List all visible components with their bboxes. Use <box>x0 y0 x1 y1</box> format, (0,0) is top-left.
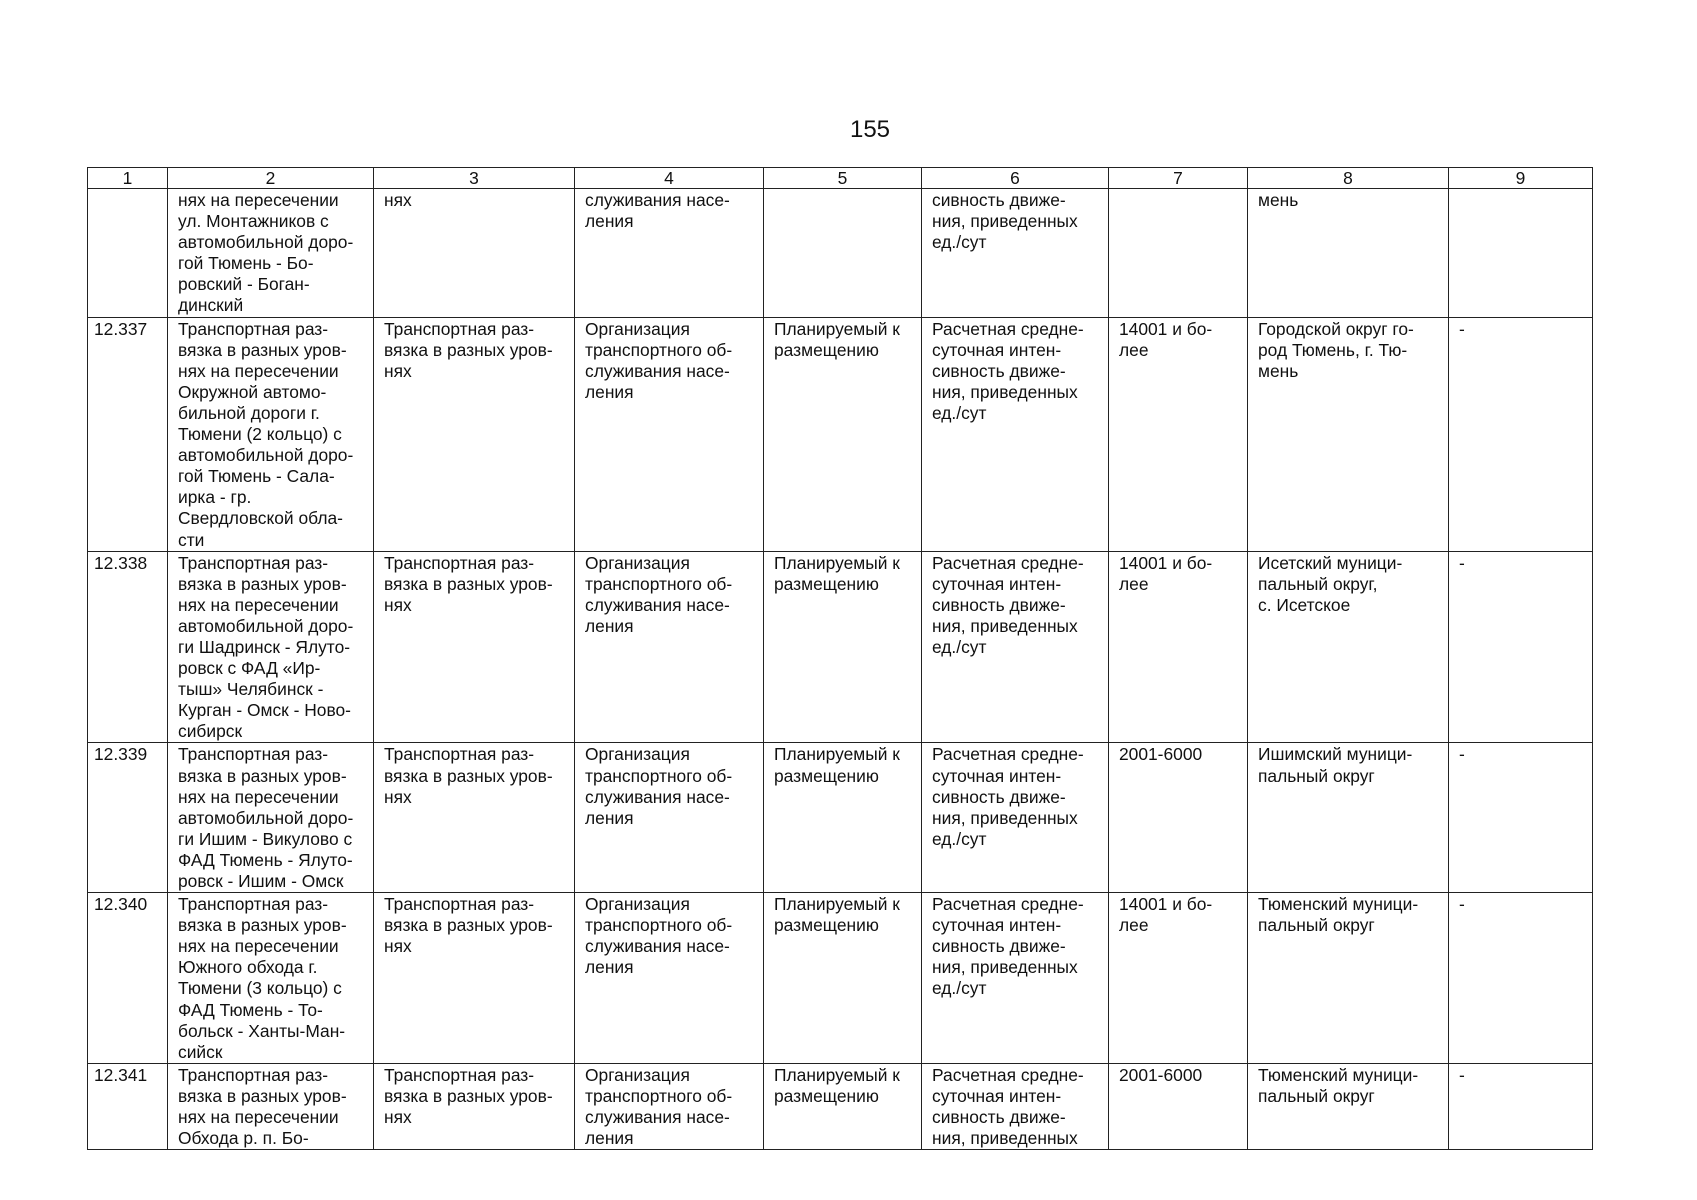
status-cell: Планируемый к размещению <box>764 893 922 1064</box>
zone-cell <box>1449 189 1593 318</box>
status-cell: Планируемый к размещению <box>764 743 922 893</box>
value-cell: 2001-6000 <box>1109 743 1248 893</box>
zone-cell: - <box>1449 743 1593 893</box>
table-header-row <box>88 168 1593 189</box>
column-header: 4 <box>575 168 764 189</box>
table-row <box>88 1063 1593 1149</box>
zone-cell: - <box>1449 893 1593 1064</box>
column-header: 2 <box>168 168 374 189</box>
table-row <box>88 743 1593 893</box>
location-cell: Городской округ го- род Тюмень, г. Тю- мень <box>1248 317 1449 551</box>
purpose-cell: Организация транспортного об- служивания насе- ления <box>575 1063 764 1149</box>
location-cell: Исетский муници- пальный округ, с. Исетское <box>1248 551 1449 743</box>
column-header: 9 <box>1449 168 1593 189</box>
object-name-cell: Транспортная раз- вязка в разных уров- нях на пересечении Окружной автомо- бильной дороги г. Тюмени (2 кольцо) с автомобильной доро- гой Тюмень - Сала- ирка - гр. Свердловской обла- сти <box>168 317 374 551</box>
characteristic-cell: Расчетная средне- суточная интен- сивность движе- ния, приведенных ед./сут <box>922 893 1109 1064</box>
table-row <box>88 551 1593 743</box>
row-number-cell: 12.340 <box>88 893 168 1064</box>
table-row <box>88 317 1593 551</box>
status-cell <box>764 189 922 318</box>
object-name-cell: нях на пересечении ул. Монтажников с автомобильной доро- гой Тюмень - Бо- ровский - Боган- динский <box>168 189 374 318</box>
page-number: 155 <box>849 116 891 143</box>
table-row <box>88 893 1593 1064</box>
characteristic-cell: Расчетная средне- суточная интен- сивность движе- ния, приведенных ед./сут <box>922 551 1109 743</box>
characteristic-cell: Расчетная средне- суточная интен- сивность движе- ния, приведенных <box>922 1063 1109 1149</box>
location-cell: мень <box>1248 189 1449 318</box>
column-header: 6 <box>922 168 1109 189</box>
object-type-cell: Транспортная раз- вязка в разных уров- нях <box>374 743 575 893</box>
purpose-cell: Организация транспортного об- служивания насе- ления <box>575 551 764 743</box>
table-row <box>88 189 1593 318</box>
object-type-cell: Транспортная раз- вязка в разных уров- нях <box>374 551 575 743</box>
value-cell <box>1109 189 1248 318</box>
zone-cell: - <box>1449 317 1593 551</box>
value-cell: 14001 и бо- лее <box>1109 317 1248 551</box>
object-type-cell: Транспортная раз- вязка в разных уров- нях <box>374 317 575 551</box>
status-cell: Планируемый к размещению <box>764 1063 922 1149</box>
location-cell: Тюменский муници- пальный округ <box>1248 1063 1449 1149</box>
row-number-cell: 12.337 <box>88 317 168 551</box>
status-cell: Планируемый к размещению <box>764 551 922 743</box>
location-cell: Ишимский муници- пальный округ <box>1248 743 1449 893</box>
characteristic-cell: сивность движе- ния, приведенных ед./сут <box>922 189 1109 318</box>
column-header: 7 <box>1109 168 1248 189</box>
object-name-cell: Транспортная раз- вязка в разных уров- нях на пересечении Обхода р. п. Бо- <box>168 1063 374 1149</box>
row-number-cell <box>88 189 168 318</box>
row-number-cell: 12.339 <box>88 743 168 893</box>
object-type-cell: Транспортная раз- вязка в разных уров- нях <box>374 893 575 1064</box>
row-number-cell: 12.341 <box>88 1063 168 1149</box>
column-header: 8 <box>1248 168 1449 189</box>
data-table <box>87 167 1593 1150</box>
zone-cell: - <box>1449 551 1593 743</box>
status-cell: Планируемый к размещению <box>764 317 922 551</box>
object-type-cell: нях <box>374 189 575 318</box>
location-cell: Тюменский муници- пальный округ <box>1248 893 1449 1064</box>
purpose-cell: служивания насе- ления <box>575 189 764 318</box>
purpose-cell: Организация транспортного об- служивания насе- ления <box>575 743 764 893</box>
object-name-cell: Транспортная раз- вязка в разных уров- нях на пересечении Южного обхода г. Тюмени (3 кольцо) с ФАД Тюмень - То- больск - Ханты-Ман- сийск <box>168 893 374 1064</box>
column-header: 5 <box>764 168 922 189</box>
characteristic-cell: Расчетная средне- суточная интен- сивность движе- ния, приведенных ед./сут <box>922 743 1109 893</box>
value-cell: 14001 и бо- лее <box>1109 893 1248 1064</box>
characteristic-cell: Расчетная средне- суточная интен- сивность движе- ния, приведенных ед./сут <box>922 317 1109 551</box>
value-cell: 2001-6000 <box>1109 1063 1248 1149</box>
column-header: 3 <box>374 168 575 189</box>
object-type-cell: Транспортная раз- вязка в разных уров- нях <box>374 1063 575 1149</box>
column-header: 1 <box>88 168 168 189</box>
object-name-cell: Транспортная раз- вязка в разных уров- нях на пересечении автомобильной доро- ги Ишим - Викулово с ФАД Тюмень - Ялуто- ровск - Ишим - Омск <box>168 743 374 893</box>
object-name-cell: Транспортная раз- вязка в разных уров- нях на пересечении автомобильной доро- ги Шадринск - Ялуто- ровск с ФАД «Ир- тыш» Челябинск - Курган - Омск - Ново- сибирск <box>168 551 374 743</box>
zone-cell: - <box>1449 1063 1593 1149</box>
value-cell: 14001 и бо- лее <box>1109 551 1248 743</box>
purpose-cell: Организация транспортного об- служивания насе- ления <box>575 317 764 551</box>
purpose-cell: Организация транспортного об- служивания насе- ления <box>575 893 764 1064</box>
row-number-cell: 12.338 <box>88 551 168 743</box>
